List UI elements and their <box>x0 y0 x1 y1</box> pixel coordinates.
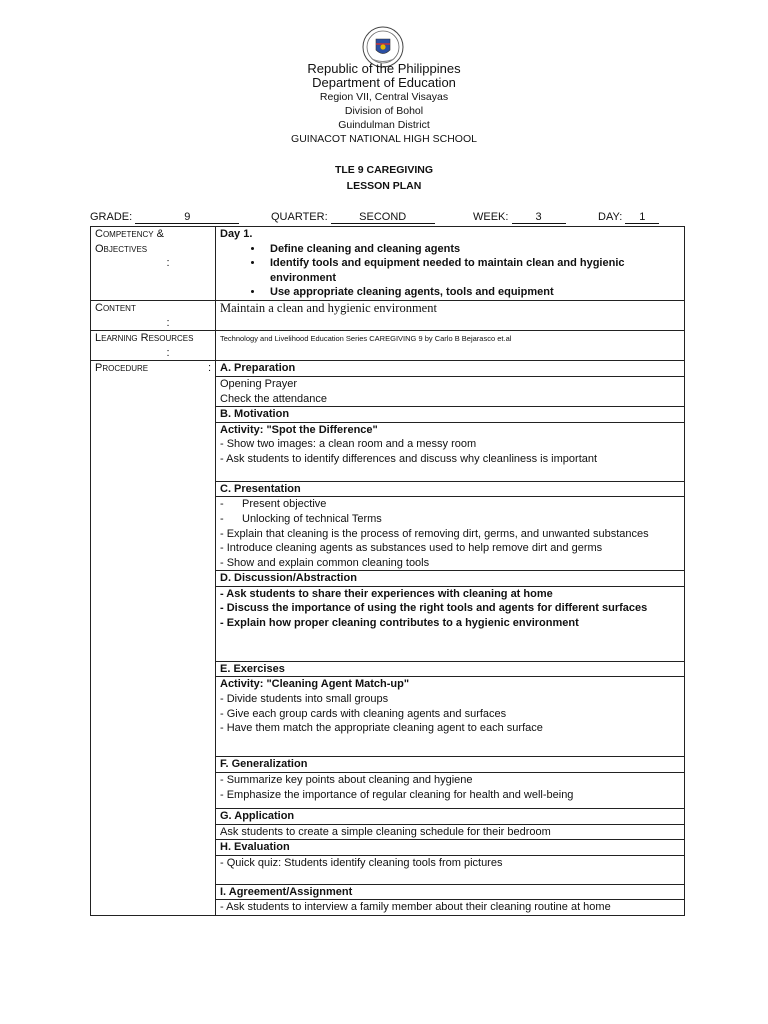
presentation-line: - Introduce cleaning agents as substances used to help remove dirt and germs <box>220 542 603 555</box>
competency-colon: : <box>166 257 170 270</box>
exercises-line: - Have them match the appropriate cleaning agent to each surface <box>220 722 543 735</box>
discussion-body <box>216 586 685 661</box>
week-label: WEEK: <box>473 211 509 223</box>
grade-value: 9 <box>135 211 239 224</box>
exercises-activity: Activity: "Cleaning Agent Match-up" <box>220 678 410 691</box>
generalization-title: F. Generalization <box>216 757 685 773</box>
preparation-line: Opening Prayer <box>220 377 298 390</box>
objective-item: • Use appropriate cleaning agents, tools and equipment <box>264 285 680 300</box>
procedure-label: Procedure <box>95 362 149 375</box>
preparation-title: A. Preparation <box>216 361 685 377</box>
generalization-line: - Emphasize the importance of regular cleaning for health and well-being <box>220 788 574 801</box>
lesson-plan-table <box>90 226 685 916</box>
presentation-line: - Explain that cleaning is the process of removing dirt, germs, and unwanted substances <box>220 527 649 540</box>
exercises-title: E. Exercises <box>216 661 685 677</box>
content-row <box>91 300 685 330</box>
motivation-line: - Ask students to identify differences and discuss why cleanliness is important <box>220 452 598 465</box>
objective-item: • Identify tools and equipment needed to maintain clean and hygienic environment <box>264 256 680 285</box>
motivation-title: B. Motivation <box>216 407 685 423</box>
evaluation-line: - Quick quiz: Students identify cleaning tools from pictures <box>220 856 503 869</box>
school-name: GUINACOT NATIONAL HIGH SCHOOL <box>291 133 477 145</box>
presentation-line: - Show and explain common cleaning tools <box>220 556 430 569</box>
department-name: Department of Education <box>312 75 456 90</box>
presentation-title: C. Presentation <box>216 481 685 497</box>
competency-label-cell <box>91 227 216 301</box>
content-label: Content <box>95 301 136 314</box>
assignment-line: - Ask students to interview a family member about their cleaning routine at home <box>220 901 611 914</box>
country-name: Republic of the Philippines <box>307 61 461 76</box>
generalization-body <box>216 773 685 809</box>
procedure-preparation-title-row <box>91 361 685 377</box>
competency-row <box>91 227 685 301</box>
week-value: 3 <box>512 211 566 224</box>
content-text: Maintain a clean and hygienic environment <box>220 300 437 315</box>
resources-text: Technology and Livelihood Education Series CAREGIVING 9 by Carlo B Bejarasco et.al <box>220 334 512 344</box>
resources-label-cell <box>91 331 216 361</box>
preparation-body <box>216 376 685 406</box>
document-type: LESSON PLAN <box>346 180 422 192</box>
region-name: Region VII, Central Visayas <box>319 91 449 103</box>
resources-colon: : <box>166 346 170 359</box>
discussion-line: - Discuss the importance of using the right tools and agents for different surfaces <box>220 602 648 615</box>
assignment-title: I. Agreement/Assignment <box>216 884 685 900</box>
subject-title: TLE 9 CAREGIVING <box>334 164 433 176</box>
discussion-line: - Explain how proper cleaning contributes to a hygienic environment <box>220 617 579 630</box>
day-value: 1 <box>625 211 659 224</box>
content-label-cell <box>91 300 216 330</box>
exercises-line: - Give each group cards with cleaning agents and surfaces <box>220 707 507 720</box>
resources-label: Learning Resources <box>95 332 194 345</box>
week-field <box>473 211 566 224</box>
application-body <box>216 824 685 840</box>
exercises-line: - Divide students into small groups <box>220 693 389 706</box>
motivation-activity: Activity: "Spot the Difference" <box>220 423 378 436</box>
preparation-line: Check the attendance <box>220 392 328 405</box>
procedure-colon: : <box>207 362 211 375</box>
content-cell <box>216 300 685 330</box>
presentation-body <box>216 497 685 571</box>
quarter-value: SECOND <box>331 211 435 224</box>
grade-field <box>90 211 239 224</box>
presentation-dash-item: - Present objective <box>220 498 327 511</box>
motivation-line: - Show two images: a clean room and a messy room <box>220 438 477 451</box>
procedure-label-cell <box>91 361 216 916</box>
quarter-label: QUARTER: <box>271 211 328 223</box>
evaluation-title: H. Evaluation <box>216 840 685 856</box>
evaluation-body <box>216 855 685 884</box>
presentation-dash-item: - Unlocking of technical Terms <box>220 512 382 525</box>
resources-row <box>91 331 685 361</box>
objective-item: • Define cleaning and cleaning agents <box>264 242 680 257</box>
application-title: G. Application <box>216 809 685 825</box>
division-name: Division of Bohol <box>344 105 424 117</box>
motivation-body <box>216 422 685 481</box>
grade-label: GRADE: <box>90 211 133 223</box>
application-line: Ask students to create a simple cleaning schedule for their bedroom <box>220 825 551 838</box>
content-colon: : <box>166 316 170 329</box>
objectives-cell <box>216 227 685 301</box>
objectives-list <box>220 242 680 300</box>
day-field <box>598 211 659 224</box>
discussion-line: - Ask students to share their experiences with cleaning at home <box>220 587 553 600</box>
assignment-body <box>216 900 685 916</box>
resources-cell <box>216 331 685 361</box>
district-name: Guindulman District <box>338 119 430 131</box>
objectives-day: Day 1. <box>220 228 253 240</box>
discussion-title: D. Discussion/Abstraction <box>216 571 685 587</box>
quarter-field <box>271 211 435 224</box>
generalization-line: - Summarize key points about cleaning and hygiene <box>220 774 473 787</box>
exercises-body <box>216 677 685 757</box>
day-label: DAY: <box>598 211 623 223</box>
competency-label: Competency & Objectives <box>95 228 165 255</box>
